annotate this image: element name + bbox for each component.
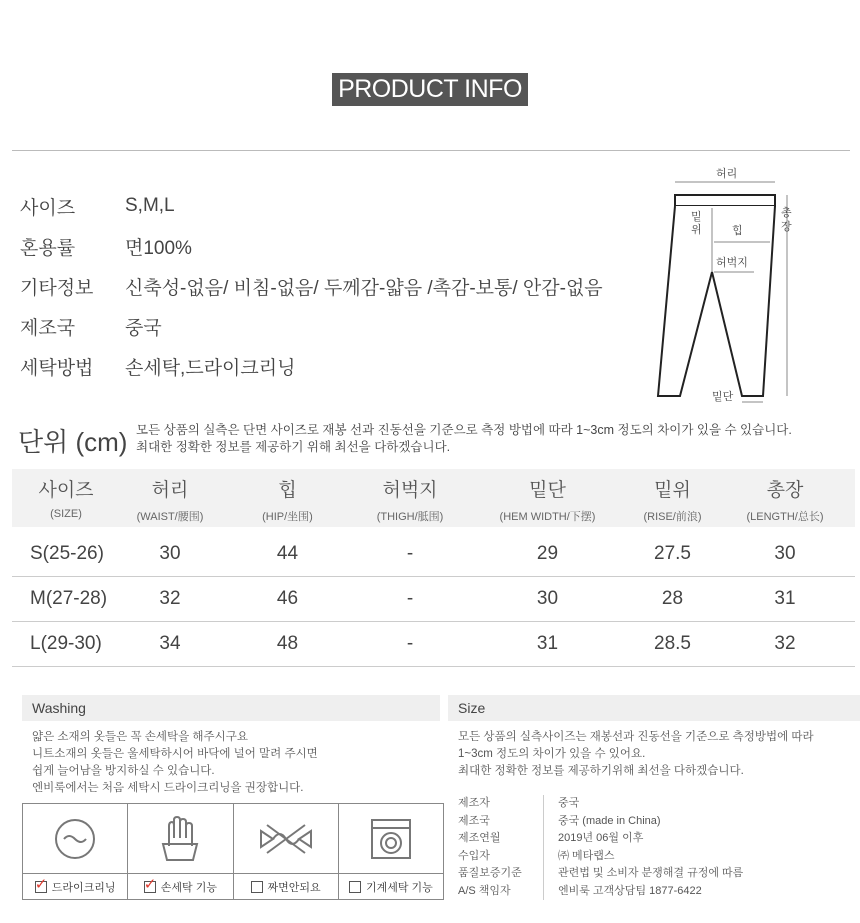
th-en: (WAIST/腰围) [136,511,204,523]
size-table [12,469,855,667]
washing-line: 니트소재의 옷들은 울세탁하시어 바닥에 널어 말려 주시면 [32,748,318,760]
th-en: (SIZE) [50,508,82,520]
spec-key: 품질보증기준 [458,867,522,879]
wash-option-label: 손세탁 기능 [160,882,217,894]
spec-key: A/S 책임자 [458,884,511,897]
spec-key: 제조연월 [458,832,501,844]
info-row-etc [20,266,603,306]
wash-option-label: 드라이크리닝 [51,882,116,894]
info-key: 기타정보 [20,277,94,299]
info-value: 손세탁,드라이크리닝 [125,357,296,379]
unit-row [18,422,792,459]
cell-thigh: - [406,588,414,609]
th-waist [120,469,220,527]
spec-key: 수입자 [458,849,490,862]
product-info-list [20,186,603,386]
spec-key: 제조국 [458,814,490,827]
label-rise-1: 밑 [691,210,702,223]
wash-option-dry-clean [23,804,128,899]
th-ko: 밑위 [654,480,691,501]
th-ko: 허리 [151,480,189,501]
unit-note [136,422,792,456]
washing-line: 얇은 소재의 옷들은 꼭 손세탁을 해주시구요 [32,731,248,743]
cell-waist: 30 [159,543,181,564]
cell-hip: 44 [276,543,299,564]
unit-label: 단위 (cm) [18,427,128,457]
spec-row [458,830,743,848]
cell-rise: 28.5 [654,633,691,654]
info-key: 세탁방법 [20,357,94,379]
spec-value: 중국 (made in China) [558,814,661,827]
cell-size: L(29-30) [30,633,102,654]
cell-waist: 34 [159,633,181,654]
info-key: 혼용률 [20,237,76,259]
spec-row [458,865,743,883]
size-text [458,729,814,780]
info-value: S,M,L [125,195,175,216]
wash-option-label: 짜면안되요 [267,882,321,894]
size-line: 1~3cm 정도의 차이가 있을 수 있어요. [458,748,646,760]
checkbox-checked [144,881,156,893]
cell-waist: 32 [159,588,181,609]
label-length-1: 총 [781,206,792,219]
unit-note-line: 최대한 정확한 정보를 제공하기 위해 최선을 다하겠습니다. [136,440,451,454]
washing-icons [22,803,444,900]
cell-rise: 27.5 [654,543,691,564]
no-wring-icon [255,819,317,859]
cell-hem: 30 [536,588,559,609]
label-waist: 허리 [716,167,738,180]
table-header [12,469,855,527]
cell-hip: 46 [276,588,299,609]
checkbox-unchecked [349,881,361,893]
hand-wash-icon [155,814,205,864]
cell-rise: 28 [661,588,684,609]
checkbox-unchecked [251,881,263,893]
info-row-material [20,226,603,266]
dry-clean-icon [52,816,98,862]
wash-option-hand-wash [128,804,233,899]
th-ko: 총장 [766,480,804,501]
th-size [12,469,120,527]
th-en: (LENGTH/总长) [746,511,824,523]
pants-outline [658,206,775,396]
washing-text [32,729,318,797]
size-header: Size [448,695,860,721]
spec-value: 중국 [558,797,580,809]
wash-option-label: 기계세탁 기능 [365,882,433,894]
info-value: 면100% [125,237,192,259]
th-thigh [355,469,465,527]
checkbox-checked [35,881,47,893]
th-ko: 허벅지 [382,480,438,501]
label-hem: 밑단 [712,390,734,403]
cell-hem: 31 [536,633,559,654]
size-line: 모든 상품의 실측사이즈는 재봉선과 진동선을 기준으로 측정방법에 따라 [458,731,814,743]
spec-row [458,813,743,831]
product-spec-list [458,795,743,900]
label-hip: 힙 [732,224,743,237]
page-title-wrap [0,73,860,106]
divider [12,150,850,151]
cell-thigh: - [406,543,414,564]
waistband [675,195,775,206]
info-value: 중국 [125,317,162,339]
cell-hip: 48 [276,633,299,654]
th-en: (THIGH/胝围) [376,511,444,523]
table-row [12,622,855,667]
info-row-washing [20,346,603,386]
label-rise-2: 위 [691,223,702,236]
label-thigh: 허벅지 [716,256,748,269]
spec-value: 관련법 및 소비자 분쟁해결 규정에 따름 [558,867,744,879]
info-key: 사이즈 [20,197,76,219]
th-hip [220,469,355,527]
table-row [12,577,855,622]
spec-value: 2019년 06월 이후 [558,832,644,844]
machine-wash-icon [369,817,413,861]
th-ko: 밑단 [529,480,566,501]
cell-length: 31 [774,588,796,609]
spec-value: ㈜ 메타랩스 [558,849,615,862]
th-length [715,469,855,527]
unit-note-line: 모든 상품의 실측은 단면 사이즈로 재봉 선과 진동선을 기준으로 측정 방법에 따라 1~3cm 정도의 차이가 있을 수 있습니다. [136,423,792,437]
wash-option-no-wring [234,804,339,899]
th-en: (HEM WIDTH/下摆) [499,511,596,523]
cell-length: 32 [774,633,796,654]
label-length-2: 장 [781,220,792,233]
washing-line: 쉽게 늘어남을 방지하실 수 있습니다. [32,765,215,777]
spec-row [458,883,743,901]
spec-row [458,795,743,813]
cell-length: 30 [774,543,796,564]
washing-line: 엔비룩에서는 처음 세탁시 드라이크리닝을 권장합니다. [32,782,304,794]
spec-value: 엔비룩 고객상담팀 1877-6422 [558,884,702,897]
th-hem [465,469,630,527]
wash-option-machine-wash [339,804,443,899]
size-line: 최대한 정확한 정보를 제공하기위해 최선을 다하겠습니다. [458,765,744,777]
th-ko: 힙 [278,480,297,501]
spec-row [458,848,743,866]
info-row-size [20,186,603,226]
washing-header: Washing [22,695,440,721]
th-en: (RISE/前浪) [643,511,702,523]
th-rise [630,469,715,527]
th-ko: 사이즈 [38,480,94,501]
spec-key: 제조자 [458,797,490,809]
cell-size: M(27-28) [30,588,108,609]
pants-size-diagram [650,160,860,410]
cell-hem: 29 [536,543,559,564]
page-title: PRODUCT INFO [332,73,528,106]
cell-thigh: - [406,633,414,654]
table-row [12,532,855,577]
info-value: 신축성-없음/ 비침-없음/ 두께감-얇음 /촉감-보통/ 안감-없음 [125,277,603,299]
th-en: (HIP/坐围) [262,511,313,523]
info-key: 제조국 [20,317,76,339]
info-row-origin [20,306,603,346]
cell-size: S(25-26) [30,543,104,564]
